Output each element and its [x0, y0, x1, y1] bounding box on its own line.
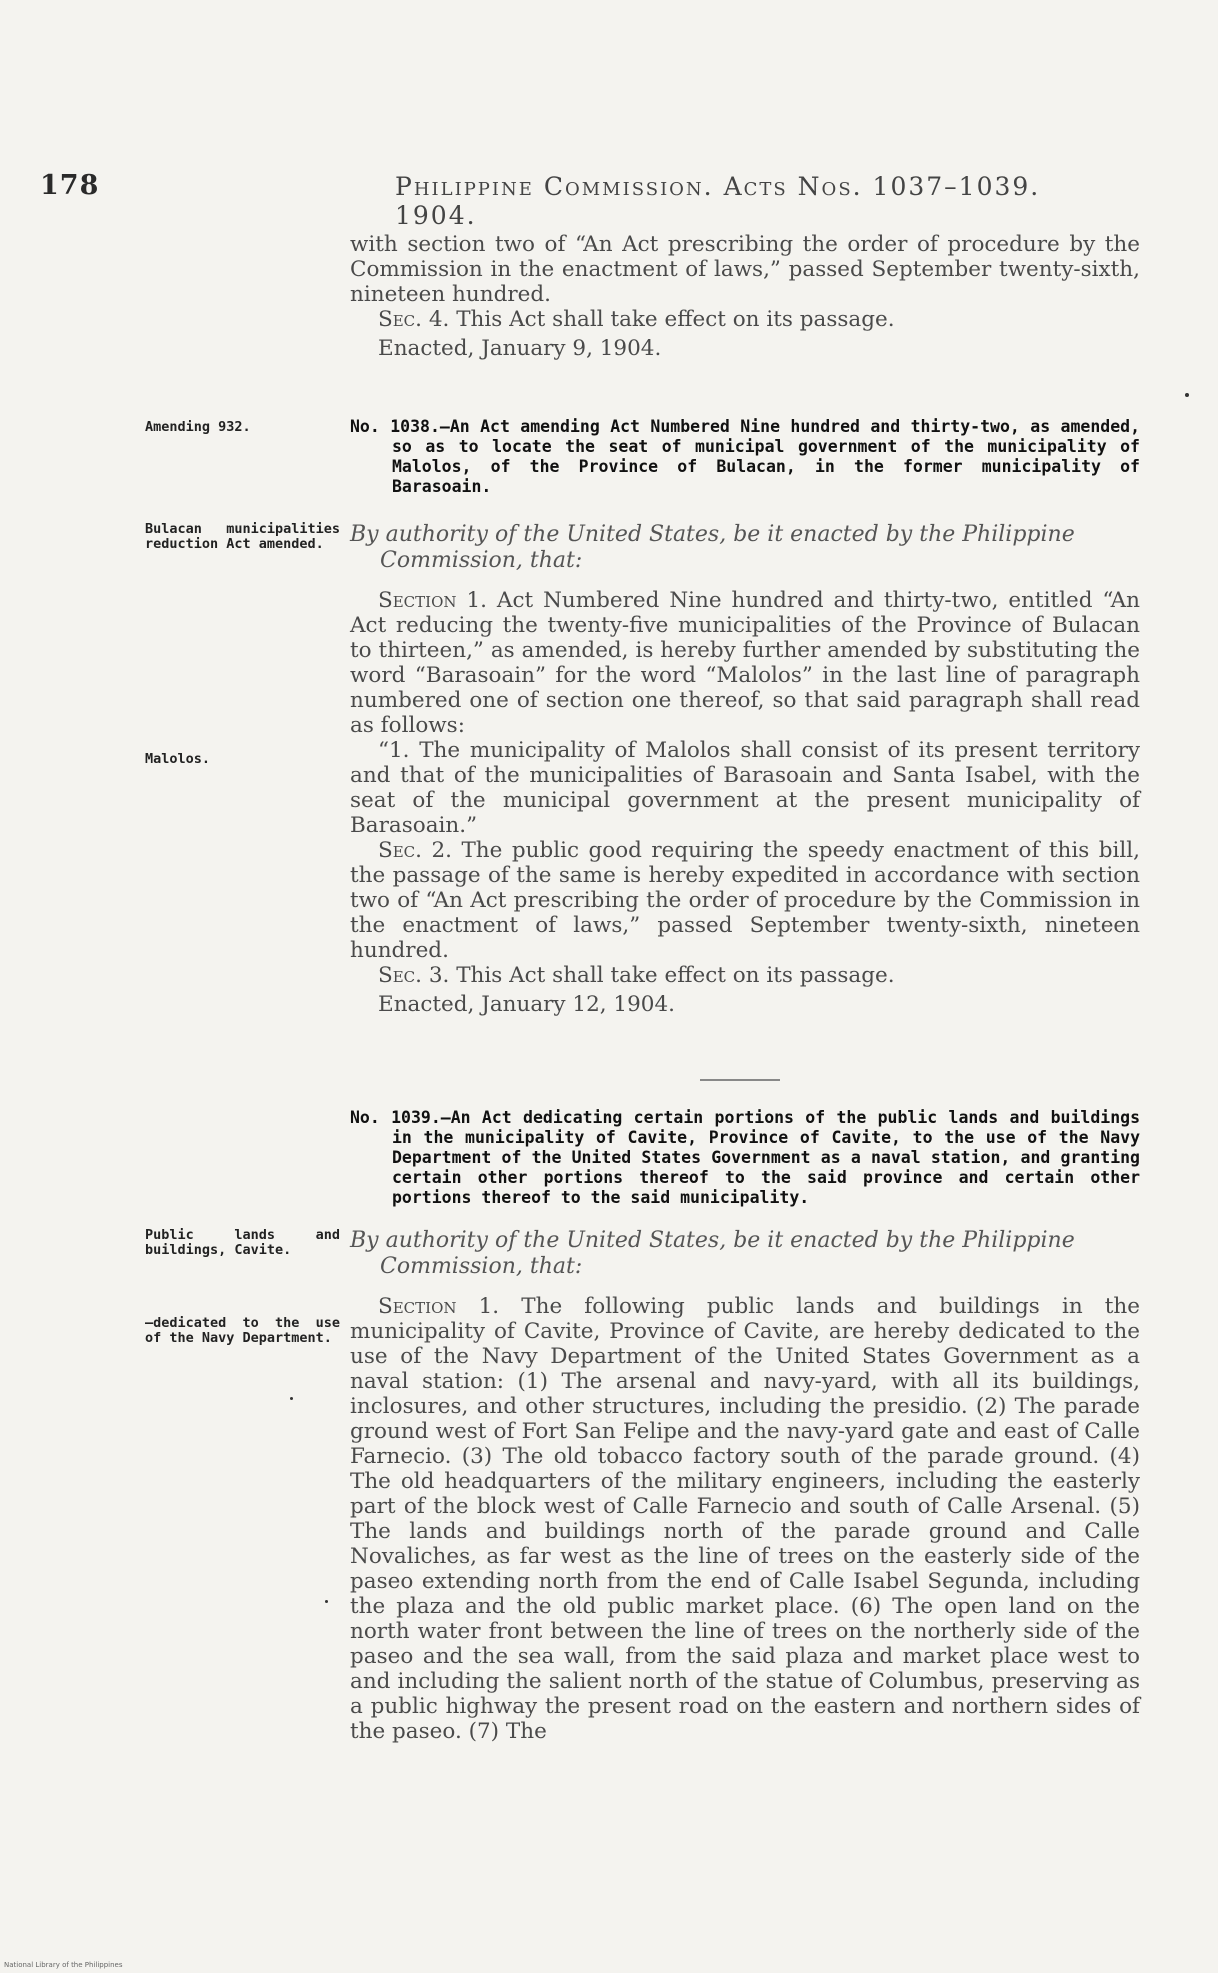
act-1038-sec2-text: The public good requiring the speedy enactment of this bill, the passage of the same is hereby expedited in accordance with section two of “An Act prescribing the order of procedure by the Commission in the enactment of laws,” passed September twenty-sixth, nineteen hundred.	[350, 838, 1141, 963]
act-1039-sec1	[350, 1294, 1140, 1744]
sec4-label: Sec. 4.	[378, 307, 450, 332]
act-1038-sec1-label: Section 1.	[378, 588, 487, 613]
act-1038-sec3-text: This Act shall take effect on its passage.	[456, 963, 895, 988]
page-number: 178	[40, 170, 100, 201]
prev-act-enacted: Enacted, January 9, 1904.	[378, 336, 662, 361]
act-1039-number: No. 1039.	[350, 1108, 441, 1127]
act-1038-sec3-label: Sec. 3.	[378, 963, 450, 988]
stray-mark	[1185, 393, 1189, 397]
act-1039-body	[350, 1228, 1140, 1744]
act-1038-number: No. 1038.	[350, 417, 440, 436]
act-1038-sec1	[350, 588, 1140, 738]
stray-mark	[325, 1600, 328, 1603]
running-head	[40, 170, 1100, 230]
margin-note-public-lands: Public lands and buildings, Cavite.	[145, 1227, 340, 1258]
act-1038-title-text: —An Act amending Act Numbered Nine hundred and thirty-two, as amended, so as to locate the seat of municipal government of the municipality of Malolos, of the Province of Bulacan, in the former municipality of Barasoain.	[392, 417, 1141, 496]
act-1038-sec2	[350, 838, 1140, 963]
act-1039-sec1-text: The following public lands and buildings in the municipality of Cavite, Province of Cavite, are hereby dedicated to the use of the Navy Department of the United States Government as a naval station: (1) The arsenal and navy-yard, with all its buildings, inclosures, and other structures, including the presidio. (2) The parade ground west of Fort San Felipe and the navy-yard gate and east of Calle Farnecio. (3) The old tobacco factory south of the parade ground. (4) The old headquarters of the military engineers, including the easterly part of the block west of Calle Farnecio and south of Calle Arsenal. (5) The lands and buildings north of the parade ground and Calle Novaliches, as far west as the line of trees on the easterly side of the paseo extending north from the end of Calle Isabel Segunda, including the plaza and the old public market place. (6) The open land on the north water front between the line of trees on the northerly side of the paseo and the sea wall, from the said plaza and market place west to and including the salient north of the statue of Columbus, preserving as a public highway the present road on the eastern and northern sides of the paseo. (7) The	[350, 1294, 1140, 1744]
act-1038-authority: By authority of the United States, be it enacted by the Philippine Commission, that:	[350, 522, 1075, 573]
act-1038-enacted: Enacted, January 12, 1904.	[378, 992, 675, 1017]
prev-act-continuation: with section two of “An Act prescribing the order of procedure by the Commission in the enactment of laws,” passed September twenty-sixth, nineteen hundred.	[350, 232, 1140, 307]
act-1038-heading	[350, 417, 1140, 497]
act-1039-heading	[350, 1108, 1140, 1208]
act-1038-sec1-text: Act Numbered Nine hundred and thirty-two, entitled “An Act reducing the twenty-five municipalities of the Province of Bulacan to thirteen,” as amended, is hereby further amended by substituting the word “Barasoain” for the word “Malolos” in the last line of paragraph numbered one of section one thereof, so that said paragraph shall read as follows:	[350, 588, 1140, 738]
margin-note-dedicated: —dedicated to the use of the Navy Department.	[145, 1315, 340, 1346]
act-1038-title	[350, 417, 1140, 497]
scan-credit: National Library of the Philippines	[4, 1961, 123, 1969]
margin-note-malolos: Malolos.	[145, 751, 211, 767]
act-1039-authority: By authority of the United States, be it enacted by the Philippine Commission, that:	[350, 1228, 1075, 1279]
act-1039-title-text: —An Act dedicating certain portions of the public lands and buildings in the municipality of Cavite, Province of Cavite, to the use of the Navy Department of the United States Government as a naval station, and granting certain other portions thereof to the said province and certain other portions thereof to the said municipality.	[392, 1108, 1141, 1207]
running-title: Philippine Commission. Acts Nos. 1037–1039. 1904.	[395, 172, 1041, 230]
act-1038-sec3	[350, 963, 1140, 988]
sec4-text: This Act shall take effect on its passage.	[456, 307, 895, 332]
act-1039-sec1-label: Section 1.	[378, 1294, 500, 1319]
section-divider	[700, 1079, 780, 1081]
margin-note-bulacan: Bulacan municipalities reduction Act amended.	[145, 521, 340, 552]
act-1039-title	[350, 1108, 1140, 1208]
prev-act-block	[350, 232, 1140, 361]
act-1038-body	[350, 522, 1140, 1017]
stray-mark	[290, 1397, 293, 1400]
act-1038-sec2-label: Sec. 2.	[378, 838, 452, 863]
margin-note-amending: Amending 932.	[145, 419, 251, 435]
act-1038-quoted-para: “1. The municipality of Malolos shall consist of its present territory and that of the municipalities of Barasoain and Santa Isabel, with the seat of the municipal government at the present municipality of Barasoain.”	[350, 738, 1140, 838]
prev-act-sec4	[350, 307, 1140, 332]
